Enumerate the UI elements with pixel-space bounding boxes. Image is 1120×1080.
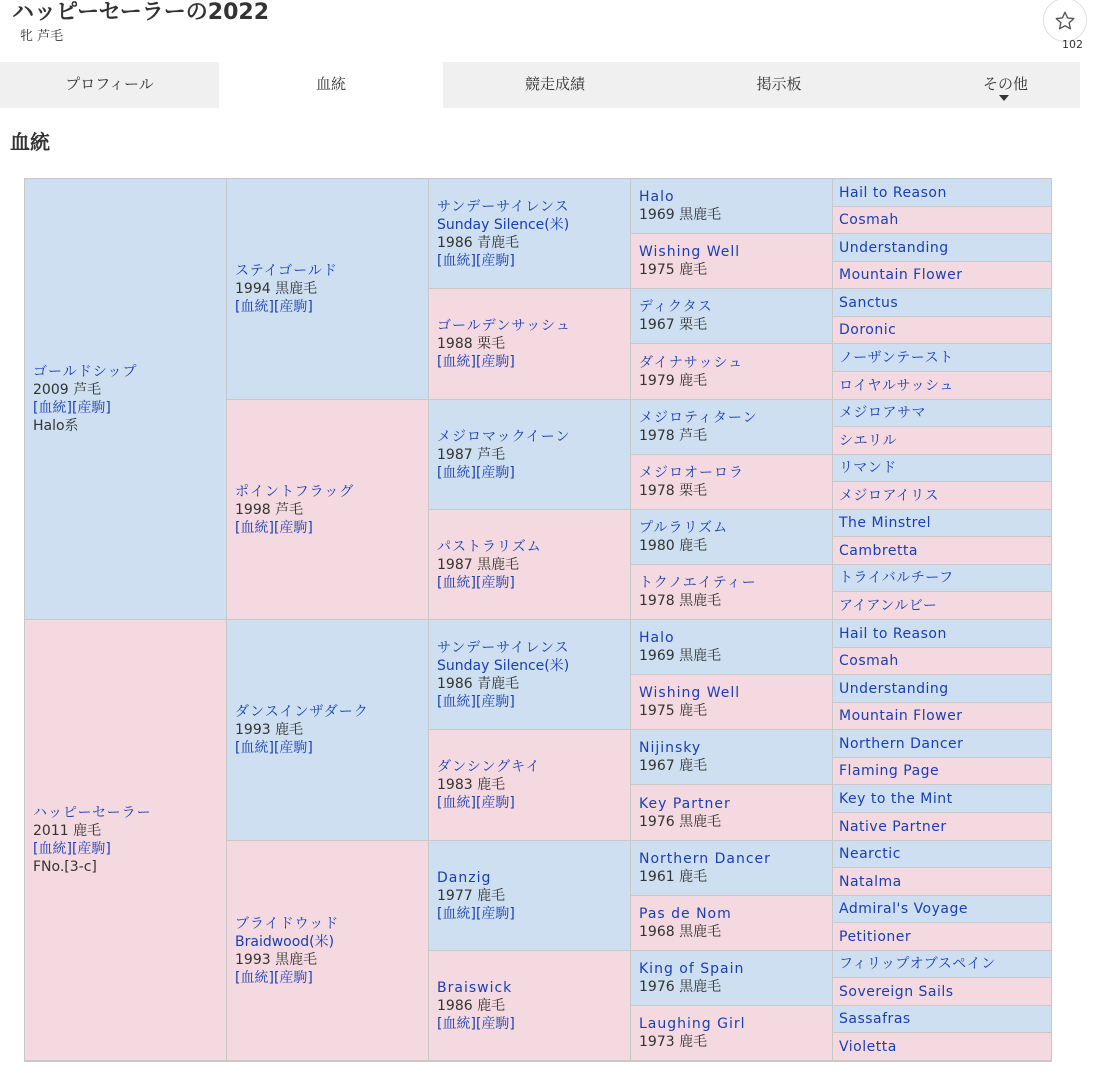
horse-name-link[interactable]: ゴールデンサッシュ <box>437 318 571 334</box>
pedigree-link[interactable]: [血統] <box>437 354 476 370</box>
pedigree-cell-gen5 <box>833 841 1051 868</box>
pedigree-cell-gen2 <box>227 841 429 1061</box>
pedigree-cell-gen5 <box>833 1033 1051 1061</box>
horse-name-link[interactable]: ステイゴールド <box>235 263 338 279</box>
horse-year-color: 1976 黒鹿毛 <box>639 979 722 995</box>
pedigree-link[interactable]: [血統] <box>235 740 274 756</box>
horse-name-link[interactable]: Nijinsky <box>639 740 702 756</box>
horse-year-color: 2009 芦毛 <box>33 382 102 398</box>
pedigree-cell-gen5 <box>833 427 1051 455</box>
horse-year-color: 1975 鹿毛 <box>639 262 708 278</box>
horse-name-link[interactable]: メジロマックイーン <box>437 428 571 445</box>
pedigree-cell-gen3 <box>429 951 631 1061</box>
horse-name-link[interactable]: Hail to Reason <box>839 184 947 201</box>
horse-name-link[interactable]: サンデーサイレンス <box>437 639 570 656</box>
pedigree-link[interactable]: [血統] <box>33 400 72 416</box>
pedigree-cell-gen4 <box>631 675 833 730</box>
horse-year-color: 1975 鹿毛 <box>639 703 708 719</box>
pedigree-cell-gen2 <box>227 179 429 400</box>
horse-name-link[interactable]: Cosmah <box>839 653 899 669</box>
pedigree-cell-gen3 <box>429 400 631 510</box>
horse-name-link[interactable]: Petitioner <box>839 928 912 945</box>
pedigree-cell-gen4 <box>631 1006 833 1061</box>
pedigree-cell-gen3 <box>429 510 631 620</box>
horse-year-color: 1983 鹿毛 <box>437 777 506 793</box>
pedigree-cell-gen2 <box>227 400 429 620</box>
horse-name-link[interactable]: ダイナサッシュ <box>639 354 744 371</box>
tab-other[interactable]: その他 <box>982 75 1028 93</box>
horse-links <box>235 969 424 987</box>
progeny-link[interactable]: [産駒] <box>475 1015 515 1032</box>
horse-links <box>235 298 424 316</box>
horse-sex-color: 牝 芦毛 <box>20 29 64 44</box>
progeny-link[interactable]: [産駒] <box>475 795 515 811</box>
pedigree-cell-gen3 <box>429 730 631 841</box>
horse-name-link[interactable]: Wishing Well <box>639 244 741 260</box>
horse-year-color: 1978 黒鹿毛 <box>639 593 722 609</box>
horse-name-link[interactable]: Sovereign Sails <box>839 983 954 1000</box>
pedigree-link[interactable]: [血統] <box>437 1015 476 1032</box>
horse-name-link[interactable]: ゴールドシップ <box>33 364 138 380</box>
horse-name-link[interactable]: Northern Dancer <box>839 735 964 752</box>
horse-english-name-link[interactable]: Sunday Silence(米) <box>437 657 570 674</box>
horse-english-name-link[interactable]: Braidwood(米) <box>235 933 335 950</box>
horse-year-color: 1987 黒鹿毛 <box>437 556 520 573</box>
horse-english-name-link[interactable]: Sunday Silence(米) <box>437 216 570 233</box>
horse-year-color: 1986 鹿毛 <box>437 997 506 1014</box>
horse-year-color: 1973 鹿毛 <box>639 1034 708 1050</box>
horse-year-color: 1988 栗毛 <box>437 336 506 352</box>
horse-name-link[interactable]: メジロアイリス <box>839 487 939 504</box>
pedigree-cell-gen5 <box>833 813 1051 841</box>
horse-name-link[interactable]: Violetta <box>839 1038 897 1055</box>
section-title: 血統 <box>10 130 50 154</box>
tab-profile[interactable]: プロフィール <box>65 75 154 93</box>
horse-name-link[interactable]: Cambretta <box>839 542 918 559</box>
pedigree-cell-gen4 <box>631 951 833 1006</box>
pedigree-cell-gen4 <box>631 344 833 400</box>
pedigree-cell-gen5 <box>833 455 1051 482</box>
page-header <box>0 0 1083 60</box>
horse-year-color: 1980 鹿毛 <box>639 538 708 554</box>
pedigree-table <box>24 178 1052 1062</box>
horse-name-link[interactable]: Sassafras <box>839 1011 911 1027</box>
progeny-link[interactable]: [産駒] <box>475 354 515 370</box>
horse-name-link[interactable]: ポイントフラッグ <box>235 483 355 500</box>
pedigree-cell-gen1 <box>25 620 227 1061</box>
tab-race-results[interactable]: 競走成績 <box>524 75 585 93</box>
pedigree-link[interactable]: [血統] <box>33 841 72 857</box>
pedigree-cell-gen5 <box>833 1006 1051 1033</box>
pedigree-link[interactable]: [血統] <box>235 969 274 986</box>
horse-year-color: 1968 黒鹿毛 <box>639 924 722 940</box>
pedigree-cell-gen5 <box>833 207 1051 234</box>
horse-name-link[interactable]: Halo <box>639 630 675 646</box>
horse-links <box>437 353 626 371</box>
pedigree-cell-gen5 <box>833 648 1051 675</box>
horse-name-link[interactable]: Sanctus <box>839 294 899 311</box>
pedigree-cell-gen1 <box>25 179 227 620</box>
horse-year-color: 1987 芦毛 <box>437 446 506 463</box>
horse-name-link[interactable]: トライバルチーフ <box>839 570 954 586</box>
horse-name-link[interactable]: Flaming Page <box>839 763 940 779</box>
horse-name-link[interactable]: Native Partner <box>839 818 947 835</box>
pedigree-link[interactable]: [血統] <box>437 795 476 811</box>
pedigree-cell-gen4 <box>631 289 833 344</box>
progeny-link[interactable]: [産駒] <box>475 464 515 481</box>
pedigree-cell-gen5 <box>833 758 1051 785</box>
horse-name-link[interactable]: Wishing Well <box>639 685 741 701</box>
horse-name-link[interactable]: ダンシングキイ <box>437 759 541 775</box>
horse-links <box>437 574 626 592</box>
pedigree-cell-gen5 <box>833 372 1051 400</box>
pedigree-cell-gen4 <box>631 896 833 951</box>
horse-links <box>235 519 424 537</box>
horse-name-link[interactable]: アイアンルビー <box>839 597 938 614</box>
tab-pedigree[interactable]: 血統 <box>219 62 443 108</box>
horse-links <box>437 693 626 711</box>
horse-links <box>437 252 626 270</box>
tab-message-board[interactable]: 掲示板 <box>756 75 802 93</box>
horse-name-link[interactable]: プルラリズム <box>639 520 729 536</box>
horse-year-color: 1993 黒鹿毛 <box>235 951 318 968</box>
pedigree-cell-gen5 <box>833 951 1051 978</box>
horse-links <box>437 794 626 812</box>
horse-name-link[interactable]: トクノエイティー <box>639 575 757 591</box>
horse-name-link[interactable]: Cosmah <box>839 212 899 228</box>
horse-name-link[interactable]: メジロアサマ <box>839 405 926 421</box>
pedigree-cell-gen5 <box>833 565 1051 592</box>
pedigree-cell-gen5 <box>833 592 1051 620</box>
horse-name-link[interactable]: ハッピーセーラー <box>33 805 152 821</box>
pedigree-cell-gen5 <box>833 510 1051 537</box>
horse-year-color: 1969 黒鹿毛 <box>639 648 722 664</box>
pedigree-link[interactable]: [血統] <box>235 299 274 315</box>
horse-name-link[interactable]: The Minstrel <box>839 515 932 531</box>
pedigree-cell-gen4 <box>631 785 833 841</box>
progeny-link[interactable]: [産駒] <box>475 252 515 269</box>
horse-name-link[interactable]: Northern Dancer <box>639 851 771 867</box>
pedigree-cell-gen5 <box>833 978 1051 1006</box>
horse-name-link[interactable]: King of Spain <box>639 961 745 977</box>
horse-links <box>235 739 424 757</box>
horse-name-link[interactable]: Understanding <box>839 239 949 256</box>
pedigree-cell-gen4 <box>631 455 833 510</box>
horse-links <box>33 399 222 417</box>
pedigree-cell-gen5 <box>833 262 1051 289</box>
pedigree-cell-gen5 <box>833 730 1051 758</box>
horse-name-link[interactable]: Key to the Mint <box>839 790 953 807</box>
progeny-link[interactable]: [産駒] <box>273 299 313 315</box>
horse-year-color: 2011 鹿毛 <box>33 823 102 839</box>
horse-name-link[interactable]: Admiral's Voyage <box>839 901 968 917</box>
pedigree-cell-gen5 <box>833 344 1051 372</box>
horse-extra-info: FNo.[3-c] <box>33 859 97 875</box>
pedigree-link[interactable]: [血統] <box>437 693 476 710</box>
horse-name-link[interactable]: Halo <box>639 189 675 205</box>
horse-name-link[interactable]: リマンド <box>839 460 897 476</box>
horse-name-link[interactable]: Mountain Flower <box>839 267 963 283</box>
pedigree-cell-gen4 <box>631 510 833 565</box>
horse-year-color: 1969 黒鹿毛 <box>639 207 722 223</box>
horse-name-link[interactable]: Danzig <box>437 869 492 886</box>
horse-name-link[interactable]: ダンスインザダーク <box>235 704 369 720</box>
pedigree-cell-gen4 <box>631 620 833 675</box>
horse-name-link[interactable]: シエリル <box>839 432 897 449</box>
horse-year-color: 1978 芦毛 <box>639 428 708 444</box>
horse-name-link[interactable]: パストラリズム <box>437 538 542 555</box>
horse-year-color: 1994 黒鹿毛 <box>235 281 318 297</box>
horse-name-link[interactable]: Laughing Girl <box>639 1016 746 1032</box>
horse-year-color: 1977 鹿毛 <box>437 887 506 904</box>
pedigree-link[interactable]: [血統] <box>437 252 476 269</box>
progeny-link[interactable]: [産駒] <box>273 519 313 536</box>
horse-extra-info: Halo系 <box>33 418 79 434</box>
horse-year-color: 1967 栗毛 <box>639 317 708 333</box>
progeny-link[interactable]: [産駒] <box>71 400 111 416</box>
pedigree-cell-gen5 <box>833 179 1051 207</box>
horse-year-color: 1993 鹿毛 <box>235 722 304 738</box>
horse-links <box>437 464 626 482</box>
horse-year-color: 1967 鹿毛 <box>639 758 708 774</box>
horse-name-link[interactable]: サンデーサイレンス <box>437 198 570 215</box>
horse-year-color: 1986 青鹿毛 <box>437 234 520 251</box>
pedigree-cell-gen5 <box>833 620 1051 648</box>
pedigree-cell-gen5 <box>833 317 1051 344</box>
pedigree-cell-gen5 <box>833 482 1051 510</box>
pedigree-cell-gen4 <box>631 730 833 785</box>
horse-name-link[interactable]: Hail to Reason <box>839 625 947 642</box>
horse-name-link[interactable]: Nearctic <box>839 846 901 862</box>
pedigree-cell-gen3 <box>429 620 631 730</box>
horse-name-link[interactable]: Key Partner <box>639 795 731 812</box>
pedigree-cell-gen4 <box>631 179 833 234</box>
pedigree-link[interactable]: [血統] <box>437 574 476 591</box>
pedigree-cell-gen5 <box>833 675 1051 703</box>
horse-links <box>33 840 222 858</box>
progeny-link[interactable]: [産駒] <box>71 841 111 857</box>
pedigree-link[interactable]: [血統] <box>437 905 476 922</box>
horse-name-link[interactable]: フィリップオブスペイン <box>839 956 996 972</box>
horse-year-color: 1998 芦毛 <box>235 501 304 518</box>
tab-bar <box>0 62 1080 108</box>
horse-year-color: 1961 鹿毛 <box>639 869 708 885</box>
pedigree-cell-gen3 <box>429 841 631 951</box>
horse-name-link[interactable]: Understanding <box>839 680 949 697</box>
favorite-count: 102 <box>1062 38 1083 51</box>
pedigree-cell-gen5 <box>833 703 1051 730</box>
horse-name-link[interactable]: ロイヤルサッシュ <box>839 377 954 394</box>
horse-name-link[interactable]: Mountain Flower <box>839 708 963 724</box>
progeny-link[interactable]: [産駒] <box>273 969 313 986</box>
pedigree-cell-gen5 <box>833 785 1051 813</box>
page-title: ハッピーセーラーの2022 <box>12 0 270 25</box>
pedigree-cell-gen4 <box>631 565 833 620</box>
horse-name-link[interactable]: ノーザンテースト <box>839 349 954 366</box>
pedigree-cell-gen5 <box>833 400 1051 427</box>
progeny-link[interactable]: [産駒] <box>475 574 515 591</box>
horse-name-link[interactable]: メジロティターン <box>639 410 758 426</box>
horse-year-color: 1986 青鹿毛 <box>437 675 520 692</box>
pedigree-cell-gen3 <box>429 289 631 400</box>
progeny-link[interactable]: [産駒] <box>475 905 515 922</box>
caret-down-icon <box>999 95 1009 101</box>
progeny-link[interactable]: [産駒] <box>273 740 313 756</box>
favorite-button[interactable] <box>1043 0 1087 42</box>
pedigree-cell-gen2 <box>227 620 429 841</box>
pedigree-cell-gen5 <box>833 289 1051 317</box>
horse-year-color: 1976 黒鹿毛 <box>639 813 722 830</box>
pedigree-cell-gen5 <box>833 868 1051 896</box>
horse-links <box>437 905 626 923</box>
pedigree-cell-gen5 <box>833 234 1051 262</box>
horse-year-color: 1978 栗毛 <box>639 483 708 499</box>
progeny-link[interactable]: [産駒] <box>475 693 515 710</box>
pedigree-cell-gen5 <box>833 896 1051 923</box>
pedigree-cell-gen4 <box>631 841 833 896</box>
horse-links <box>437 1015 626 1033</box>
star-icon <box>1054 10 1076 32</box>
horse-name-link[interactable]: Braiswick <box>437 979 513 996</box>
horse-name-link[interactable]: Pas de Nom <box>639 906 732 922</box>
horse-name-link[interactable]: ブライドウッド <box>235 915 340 932</box>
horse-name-link[interactable]: ディクタス <box>639 299 713 315</box>
horse-name-link[interactable]: Natalma <box>839 873 902 890</box>
horse-year-color: 1979 鹿毛 <box>639 372 708 389</box>
pedigree-cell-gen3 <box>429 179 631 289</box>
pedigree-link[interactable]: [血統] <box>437 464 476 481</box>
pedigree-cell-gen4 <box>631 234 833 289</box>
pedigree-cell-gen5 <box>833 923 1051 951</box>
pedigree-link[interactable]: [血統] <box>235 519 274 536</box>
pedigree-cell-gen5 <box>833 537 1051 565</box>
horse-name-link[interactable]: Doronic <box>839 322 897 338</box>
horse-name-link[interactable]: メジロオーロラ <box>639 465 744 481</box>
pedigree-cell-gen4 <box>631 400 833 455</box>
